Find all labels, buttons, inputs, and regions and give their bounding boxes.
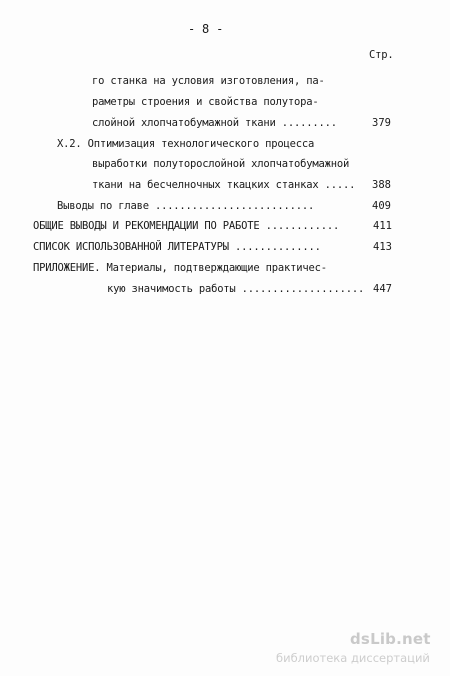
toc-line: раметры строения и свойства полутора- (92, 96, 319, 108)
toc-chapter-heading: СПИСОК ИСПОЛЬЗОВАННОЙ ЛИТЕРАТУРЫ .............. (33, 241, 321, 253)
toc-page-number: 413 (373, 241, 392, 253)
toc-line: слойной хлопчатобумажной ткани ......... (92, 117, 337, 129)
toc-line: ткани на бесчелночных ткацких станках ..... (92, 179, 356, 191)
toc-chapter-heading: ПРИЛОЖЕНИЕ. Материалы, подтверждающие практичес- (33, 262, 327, 274)
toc-line: го станка на условия изготовления, па- (92, 75, 325, 87)
watermark-logo: dsLib.net (350, 630, 431, 648)
toc-page-number: 409 (372, 200, 391, 212)
page-number: - 8 - (188, 22, 224, 36)
toc-section-heading: Х.2. Оптимизация технологического процесса (57, 138, 315, 150)
watermark-subtitle: библиотека диссертаций (276, 651, 430, 665)
toc-line: выработки полуторослойной хлопчатобумажной (92, 158, 350, 170)
toc-chapter-heading: ОБЩИЕ ВЫВОДЫ И РЕКОМЕНДАЦИИ ПО РАБОТЕ ............ (33, 220, 340, 232)
toc-page-number: 447 (373, 283, 392, 295)
toc-line: кую значимость работы .................... (107, 283, 365, 295)
toc-page-number: 388 (372, 179, 391, 191)
toc-page-number: 411 (373, 220, 392, 232)
toc-page-number: 379 (372, 117, 391, 129)
toc-line: Выводы по главе .......................... (57, 200, 315, 212)
page-column-header: Стр. (369, 49, 394, 61)
